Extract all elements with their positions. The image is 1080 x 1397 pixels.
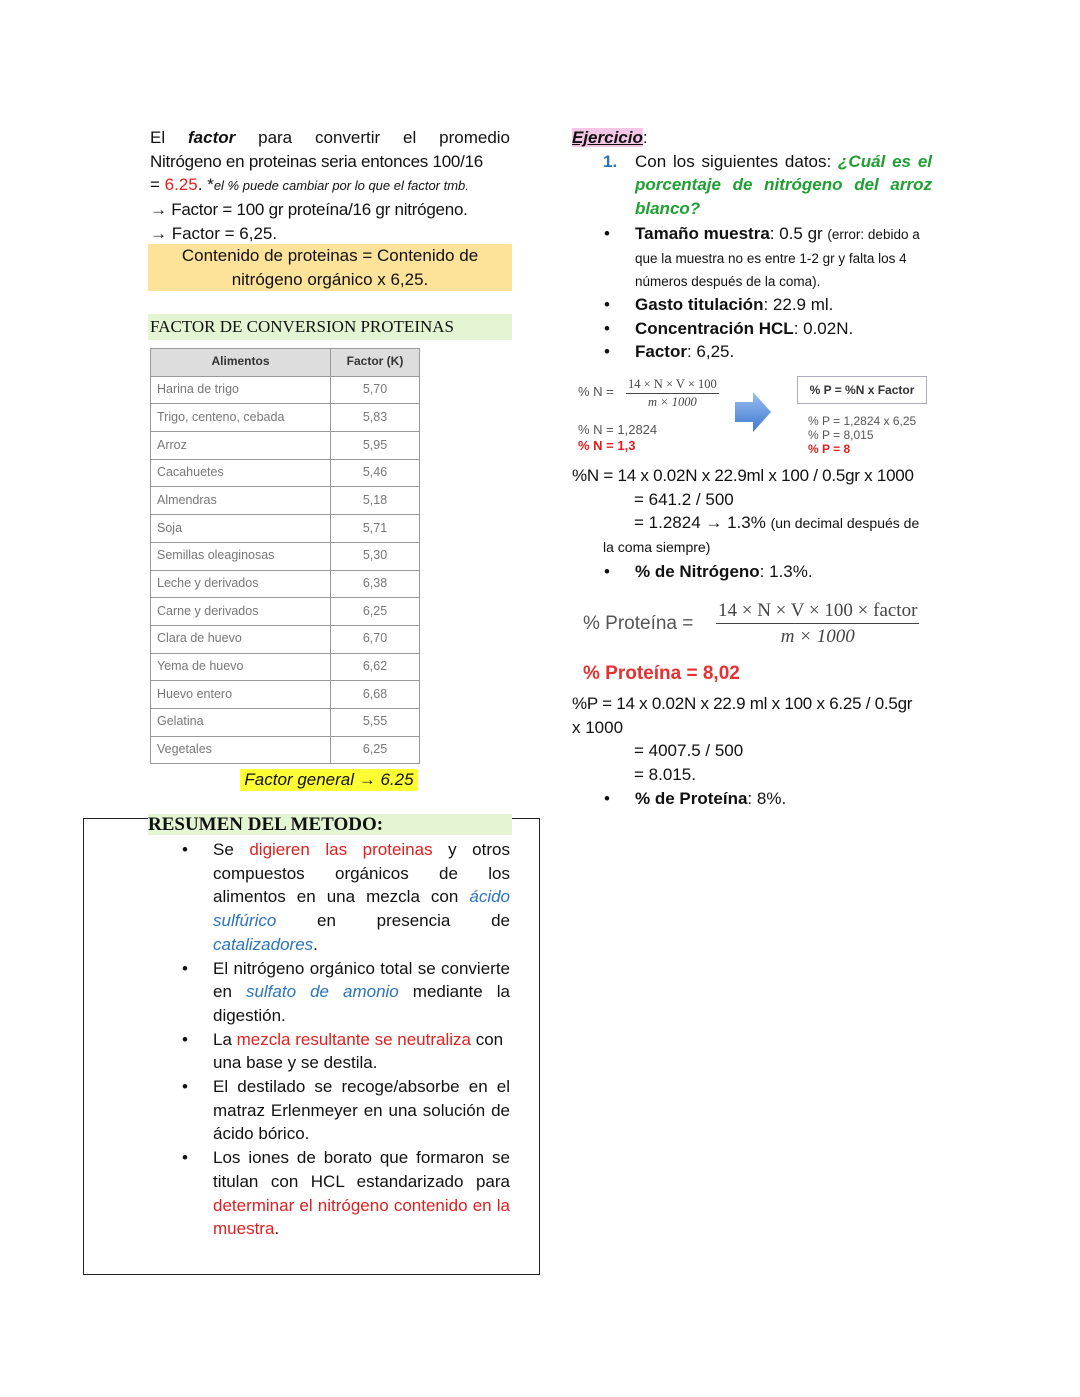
factor-cell: 5,70: [331, 376, 420, 404]
text: % de Nitrógeno: [635, 561, 760, 581]
text: Factor: [635, 342, 687, 362]
food-cell: Arroz: [151, 432, 331, 460]
text: Tamaño muestra: [635, 223, 770, 243]
table-row: [151, 487, 420, 515]
text: en presencia de: [276, 911, 510, 931]
table-row: [151, 404, 420, 432]
resumen-list: [150, 838, 510, 1241]
text: → Factor = 6,25.: [150, 223, 278, 243]
food-cell: Clara de huevo: [151, 625, 331, 653]
list-item: [150, 1146, 510, 1241]
text: :: [642, 128, 648, 147]
text: catalizadores: [213, 934, 314, 954]
factor-table: [150, 348, 420, 764]
ejercicio-title: Ejercicio: [572, 128, 643, 147]
text: .: [274, 1219, 280, 1239]
text: Nitrógeno en proteinas seria entonces 100/16: [150, 151, 484, 171]
factor-cell: 6,25: [331, 736, 420, 764]
p-values: [808, 414, 916, 456]
highlight-box: [148, 244, 512, 291]
text: 1.: [603, 151, 618, 171]
text: = 4007.5 / 500: [634, 741, 744, 761]
food-cell: Vegetales: [151, 736, 331, 764]
table-title: FACTOR DE CONVERSION PROTEINAS: [148, 314, 512, 340]
text: 14 × N × V × 100 × factor: [716, 598, 919, 624]
food-cell: Leche y derivados: [151, 570, 331, 598]
col-header: Factor (K): [331, 349, 420, 377]
table-row: [151, 542, 420, 570]
food-cell: Almendras: [151, 487, 331, 515]
table-row: [151, 681, 420, 709]
text: El nitrógeno orgánico total se convierte en: [213, 958, 510, 1002]
factor-cell: 5,46: [331, 459, 420, 487]
text: mediante la digestión.: [213, 982, 510, 1025]
fraction: [626, 376, 719, 411]
list-item: [150, 957, 510, 1028]
text: la coma siempre): [603, 539, 711, 556]
text: Concentración HCL: [635, 318, 794, 338]
text: Los iones de borato que formaron se titulan con HCL estandarizado para: [213, 1148, 510, 1191]
text: % P = 8,015: [808, 428, 874, 442]
table-row: [151, 708, 420, 736]
food-cell: Huevo entero: [151, 681, 331, 709]
food-cell: Carne y derivados: [151, 598, 331, 626]
table-row: [151, 653, 420, 681]
text: % P = 1,2824 x 6,25: [808, 414, 917, 428]
table-row: [151, 459, 420, 487]
text: con una base y se destila.: [213, 1029, 504, 1073]
text: : 8%.: [747, 788, 787, 808]
text: y otros compuestos orgánicos de los alimentos en una mezcla con: [213, 840, 510, 907]
text: sulfato de amonio: [245, 982, 399, 1002]
text: Con los siguientes datos:: [635, 151, 839, 171]
fraction: [716, 598, 919, 649]
list-item: [150, 838, 510, 957]
factor-cell: 5,30: [331, 542, 420, 570]
food-cell: Cacahuetes: [151, 459, 331, 487]
text: El: [150, 128, 166, 147]
text: = 641.2 / 500: [634, 489, 734, 509]
text: x 1000: [572, 717, 624, 737]
text: =: [150, 175, 165, 195]
factor-general: Factor general → 6.25: [240, 769, 418, 791]
table-row: [151, 736, 420, 764]
factor-cell: 5,55: [331, 708, 420, 736]
text: % de Proteína: [635, 788, 748, 808]
list-item: [572, 560, 934, 584]
text: . *: [197, 175, 214, 195]
text: el % puede cambiar por lo que el factor tmb.: [213, 178, 469, 194]
text: Gasto titulación: [635, 294, 764, 314]
list-item: [572, 340, 932, 364]
text: digieren las proteinas: [249, 840, 433, 859]
factor-cell: 6,62: [331, 653, 420, 681]
text: → Factor = 100 gr proteína/16 gr nitrógeno.: [150, 200, 468, 220]
intro-text: [150, 126, 510, 246]
text: %N = 14 x 0.02N x 22.9ml x 100 / 0.5gr x 1000: [572, 466, 914, 485]
table-row: [151, 515, 420, 543]
factor-cell: 5,95: [331, 432, 420, 460]
list-item: [572, 317, 932, 341]
calc-protein: [572, 692, 934, 811]
food-cell: Gelatina: [151, 708, 331, 736]
text: % Proteína =: [583, 613, 694, 634]
list-item: [572, 222, 932, 293]
text: 14 × N × V × 100: [626, 376, 719, 394]
formula-image: [578, 376, 938, 461]
text: : 22.9 ml.: [763, 294, 834, 314]
factor-cell: 5,83: [331, 404, 420, 432]
food-cell: Soja: [151, 515, 331, 543]
text: nitrógeno orgánico x 6,25.: [231, 269, 429, 289]
text: = 8.015.: [634, 765, 696, 785]
calc-nitrogen: [572, 464, 934, 584]
text: : 1.3%.: [759, 561, 813, 581]
text: % N =: [578, 384, 614, 399]
text: 6.25: [164, 175, 198, 195]
col-header: Alimentos: [151, 349, 331, 377]
text: = 1.2824 → 1.3%: [634, 513, 771, 533]
text: El destilado se recoge/absorbe en el matraz Erlenmeyer en una solución de ácido bórico.: [213, 1077, 510, 1144]
food-cell: Yema de huevo: [151, 653, 331, 681]
food-cell: Harina de trigo: [151, 376, 331, 404]
table-row: [151, 625, 420, 653]
arrow-right-icon: [735, 392, 771, 432]
text: % N = 1,2824: [578, 422, 658, 437]
list-item: [150, 1075, 510, 1146]
text: determinar el nitrógeno contenido en la muestra: [213, 1195, 510, 1239]
question: [572, 150, 932, 221]
table-row: [151, 570, 420, 598]
text: m × 1000: [648, 395, 697, 409]
text: m × 1000: [780, 626, 855, 647]
factor-cell: 6,25: [331, 598, 420, 626]
text: Se: [213, 840, 250, 859]
text: %P = 14 x 0.02N x 22.9 ml x 100 x 6.25 / 0.5gr: [572, 694, 913, 713]
text: para convertir el promedio: [258, 128, 511, 147]
table-row: [151, 598, 420, 626]
table-row: [151, 376, 420, 404]
table-row: [151, 432, 420, 460]
text: ácido sulfúrico: [213, 887, 510, 931]
formula-box: % P = %N x Factor: [797, 376, 927, 404]
factor-cell: 6,68: [331, 681, 420, 709]
text: : 6,25.: [686, 342, 735, 362]
list-item: [572, 787, 934, 811]
factor-cell: 6,38: [331, 570, 420, 598]
text: : 0.5 gr: [769, 223, 828, 243]
text: : 0.02N.: [793, 318, 854, 338]
text: mezcla resultante se neutraliza: [236, 1029, 471, 1049]
text: La: [213, 1029, 237, 1049]
resumen-title: RESUMEN DEL METODO:: [148, 814, 512, 835]
text: .: [313, 934, 318, 954]
factor-cell: 5,18: [331, 487, 420, 515]
ejercicio: [572, 126, 932, 364]
factor-cell: 5,71: [331, 515, 420, 543]
food-cell: Semillas oleaginosas: [151, 542, 331, 570]
text: % N = 1,3: [578, 438, 636, 453]
text: Contenido de proteinas = Contenido de: [181, 246, 479, 265]
text: (error: debido a que la muestra no es entre 1-2 gr y falta los 4 números después de la coma).: [635, 226, 920, 290]
food-cell: Trigo, centeno, cebada: [151, 404, 331, 432]
factor-cell: 6,70: [331, 625, 420, 653]
text: (un decimal después de: [770, 515, 920, 532]
list-item: [572, 293, 932, 317]
text: % P = 8: [808, 442, 851, 456]
list-item: [150, 1028, 510, 1075]
text: ¿Cuál es el porcentaje de nitrógeno del arroz blanco?: [635, 151, 932, 219]
result: % Proteína = 8,02: [583, 663, 740, 684]
text: factor: [188, 128, 236, 147]
